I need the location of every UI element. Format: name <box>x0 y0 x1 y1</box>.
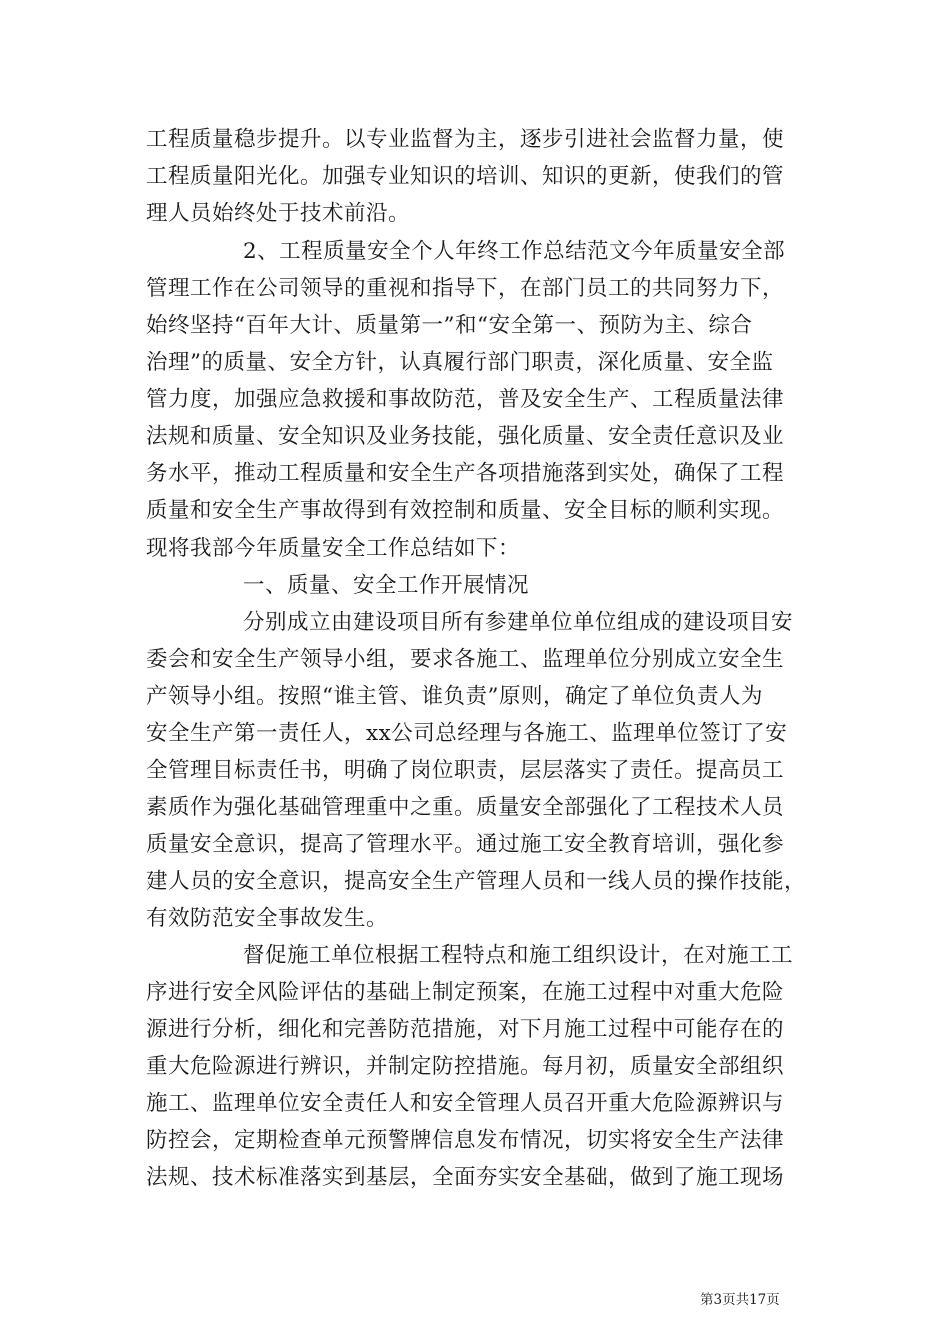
text-line: 防控会，定期检查单元预警牌信息发布情况，切实将安全生产法律 <box>146 1128 785 1153</box>
text-line: 治理”的质量、安全方针，认真履行部门职责，深化质量、安全监 <box>146 350 774 375</box>
text-line: 素质作为强化基础管理重中之重。质量安全部强化了工程技术人员 <box>146 795 785 820</box>
page-number: 第3页共17页 <box>700 1292 780 1308</box>
text-line: 质量安全意识，提高了管理水平。通过施工安全教育培训，强化参 <box>146 832 785 857</box>
text-line: 质量和安全生产事故得到有效控制和质量、安全目标的顺利实现。 <box>146 498 785 523</box>
text-line: 有效防范安全事故发生。 <box>146 906 389 931</box>
text-line: 产领导小组。按照“谁主管、谁负责”原则，确定了单位负责人为 <box>146 684 763 709</box>
text-line: 建人员的安全意识，提高安全生产管理人员和一线人员的操作技能， <box>146 869 807 894</box>
text-line: 法规和质量、安全知识及业务技能，强化质量、安全责任意识及业 <box>146 424 785 449</box>
text-line: 管理工作在公司领导的重视和指导下，在部门员工的共同努力下， <box>146 276 785 301</box>
text-line: 施工、监理单位安全责任人和安全管理人员召开重大危险源辨识与 <box>146 1091 785 1116</box>
text-line: 管力度，加强应急救援和事故防范，普及安全生产、工程质量法律 <box>146 387 785 412</box>
text-line: 全管理目标责任书，明确了岗位职责，层层落实了责任。提高员工 <box>146 758 785 783</box>
section-heading: 一、质量、安全工作开展情况 <box>243 573 530 598</box>
text-line: 理人员始终处于技术前沿。 <box>146 201 411 226</box>
text-line: 安全生产第一责任人，xx公司总经理与各施工、监理单位签订了安 <box>146 721 788 746</box>
text-line: 重大危险源进行辨识，并制定防控措施。每月初，质量安全部组织 <box>146 1054 785 1079</box>
text-line: 源进行分析，细化和完善防范措施，对下月施工过程中可能存在的 <box>146 1017 785 1042</box>
text-line: 工程质量阳光化。加强专业知识的培训、知识的更新，使我们的管 <box>146 164 785 189</box>
text-line: 工程质量稳步提升。以专业监督为主，逐步引进社会监督力量，使 <box>146 127 785 152</box>
text-line: 现将我部今年质量安全工作总结如下： <box>146 536 521 561</box>
text-line: 委会和安全生产领导小组，要求各施工、监理单位分别成立安全生 <box>146 647 785 672</box>
paragraph-heading: 2、工程质量安全个人年终工作总结范文今年质量安全部 <box>243 239 786 264</box>
text-line: 始终坚持“百年大计、质量第一”和“安全第一、预防为主、综合 <box>146 313 753 338</box>
text-line: 分别成立由建设项目所有参建单位单位组成的建设项目安 <box>243 610 794 635</box>
text-line: 督促施工单位根据工程特点和施工组织设计，在对施工工 <box>243 943 794 968</box>
text-line: 务水平，推动工程质量和安全生产各项措施落到实处，确保了工程 <box>146 461 785 486</box>
text-line: 法规、技术标准落实到基层，全面夯实安全基础，做到了施工现场 <box>146 1165 785 1190</box>
text-line: 序进行安全风险评估的基础上制定预案，在施工过程中对重大危险 <box>146 980 785 1005</box>
